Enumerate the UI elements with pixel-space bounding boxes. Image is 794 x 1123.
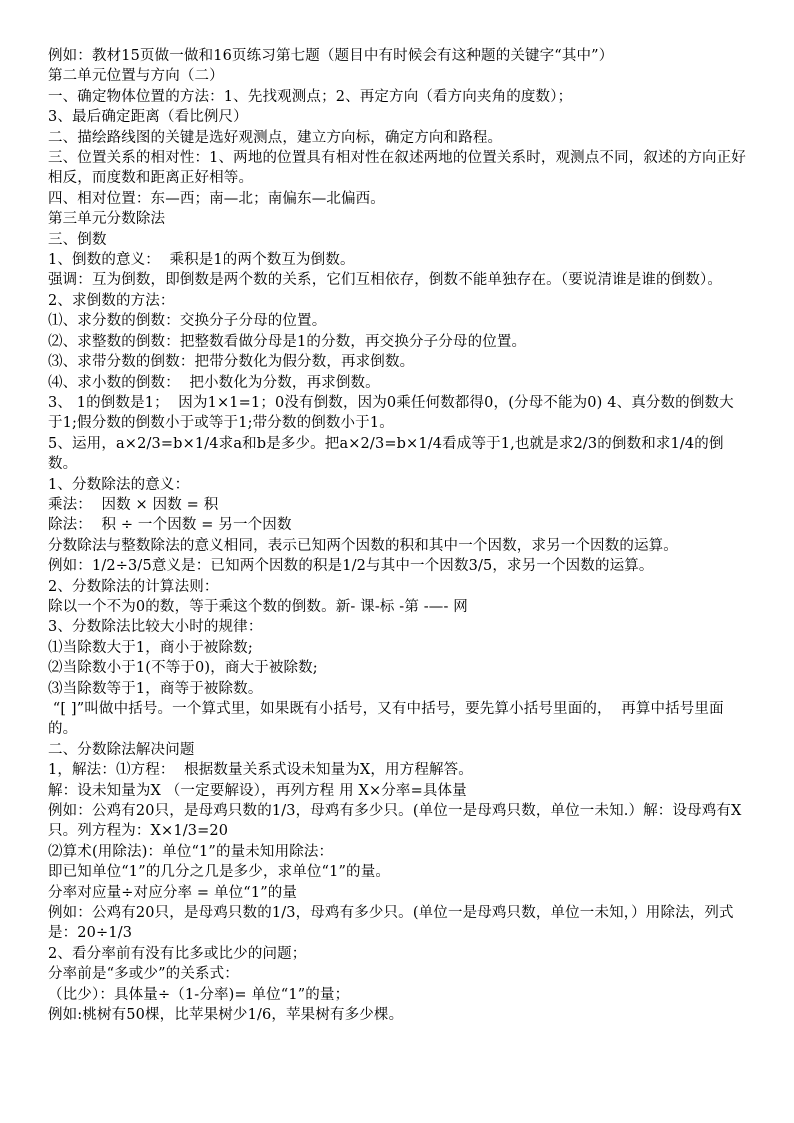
- formula-line: 除法： 积 ÷ 一个因数 = 另一个因数: [48, 517, 292, 534]
- formula-line: 乘法： 因数 × 因数 = 积: [48, 496, 219, 513]
- list-item: ⑵、求整数的倒数：把整数看做分母是1的分数，再交换分子分母的位置。: [48, 333, 527, 350]
- text-line: 5、运用，a×2/3=b×1/4求a和b是多少。把a×2/3=b×1/4看成等于1,也就是求2/3的倒数和求1/4的倒数。: [48, 435, 724, 473]
- formula-line: （比少）：具体量÷（1-分率)= 单位“1”的量；: [48, 986, 350, 1003]
- text-line: 二、描绘路线图的关键是选好观测点，建立方向标，确定方向和路程。: [48, 129, 503, 146]
- document-page: [48, 46, 748, 1026]
- list-item: ⑶、求带分数的倒数：把带分数化为假分数，再求倒数。: [48, 354, 415, 371]
- text-line: 一、确定物体位置的方法：1、先找观测点；2、再定方向（看方向夹角的度数）；: [48, 88, 573, 105]
- text-line: 例如：公鸡有20只，是母鸡只数的1/3，母鸡有多少只。(单位一是母鸡只数，单位一未知，）用除法，列式是：20÷1/3: [48, 905, 734, 942]
- text-line: 解：设未知量为X （一定要解设），再列方程 用 X×分率=具体量: [48, 782, 467, 799]
- text-line: 三、位置关系的相对性：1、两地的位置具有相对性在叙述两地的位置关系时，观测点不同，叙述的方向正好相反，而度数和距离正好相等。: [48, 150, 746, 187]
- text-line: 例如：公鸡有20只，是母鸡只数的1/3，母鸡有多少只。(单位一是母鸡只数，单位一未知.）解：设母鸡有X只。列方程为：X×1/3=20: [48, 803, 742, 840]
- text-line: 2、看分率前有没有比多或比少的问题；: [48, 945, 307, 962]
- text-line: 分数除法与整数除法的意义相同，表示已知两个因数的积和其中一个因数，求另一个因数的运算。: [48, 537, 678, 554]
- formula-line: 分率对应量÷对应分率 = 单位“1”的量: [48, 884, 298, 901]
- text-line: 1，解法：⑴方程： 根据数量关系式设未知量为X，用方程解答。: [48, 762, 473, 779]
- subsection-heading: 二、分数除法解决问题: [48, 741, 195, 758]
- text-line: 即已知单位“1”的几分之几是多少，求单位“1”的量。: [48, 864, 391, 881]
- text-line: 3、分数除法比较大小时的规律：: [48, 619, 263, 636]
- text-line: 1、分数除法的意义：: [48, 476, 190, 493]
- list-item: ⑷、求小数的倒数： 把小数化为分数，再求倒数。: [48, 374, 380, 391]
- text-line: 例如：教材15页做一做和16页练习第七题（题目中有时候会有这种题的关键字“其中”）: [48, 48, 614, 64]
- section-heading: 第二单元位置与方向（二）: [48, 68, 224, 85]
- text-line: 四、相对位置：东—西；南—北；南偏东—北偏西。: [48, 190, 385, 207]
- text-line: ⑵算术(用除法)：单位“1”的量未知用除法：: [48, 843, 334, 860]
- section-heading: 第三单元分数除法: [48, 211, 166, 228]
- list-item: ⑵当除数小于1(不等于0)，商大于被除数;: [48, 660, 318, 677]
- text-line: 2、求倒数的方法：: [48, 292, 175, 309]
- text-line: 强调：互为倒数，即倒数是两个数的关系，它们互相依存，倒数不能单独存在。（要说清谁是谁的倒数）。: [48, 272, 723, 289]
- subsection-heading: 三、倒数: [48, 231, 107, 248]
- text-line: 2、分数除法的计算法则：: [48, 578, 219, 595]
- text-line: 例如:桃树有50棵，比苹果树少1/6，苹果树有多少棵。: [48, 1007, 404, 1024]
- list-item: ⑶当除数等于1，商等于被除数。: [48, 680, 263, 697]
- text-line: 分率前是“多或少”的关系式：: [48, 966, 239, 983]
- list-item: ⑴当除数大于1，商小于被除数;: [48, 639, 253, 656]
- text-line: “[ ]”叫做中括号。一个算式里，如果既有小括号，又有中括号，要先算小括号里面的， 再算中括号里面的。: [48, 701, 724, 738]
- text-line: 3、 1的倒数是1； 因为1×1=1；0没有倒数，因为0乘任何数都得0，(分母不能为0) 4、真分数的倒数大于1;假分数的倒数小于或等于1;带分数的倒数小于1。: [48, 394, 734, 432]
- list-item: ⑴、求分数的倒数：交换分子分母的位置。: [48, 313, 327, 330]
- text-line: 除以一个不为0的数，等于乘这个数的倒数。新- 课-标 -第 -—- 网: [48, 598, 468, 615]
- text-line: 例如：1/2÷3/5意义是：已知两个因数的积是1/2与其中一个因数3/5，求另一个因数的运算。: [48, 558, 654, 575]
- text-line: 1、倒数的意义： 乘积是1的两个数互为倒数。: [48, 252, 355, 269]
- text-line: 3、最后确定距离（看比例尺）: [48, 109, 248, 126]
